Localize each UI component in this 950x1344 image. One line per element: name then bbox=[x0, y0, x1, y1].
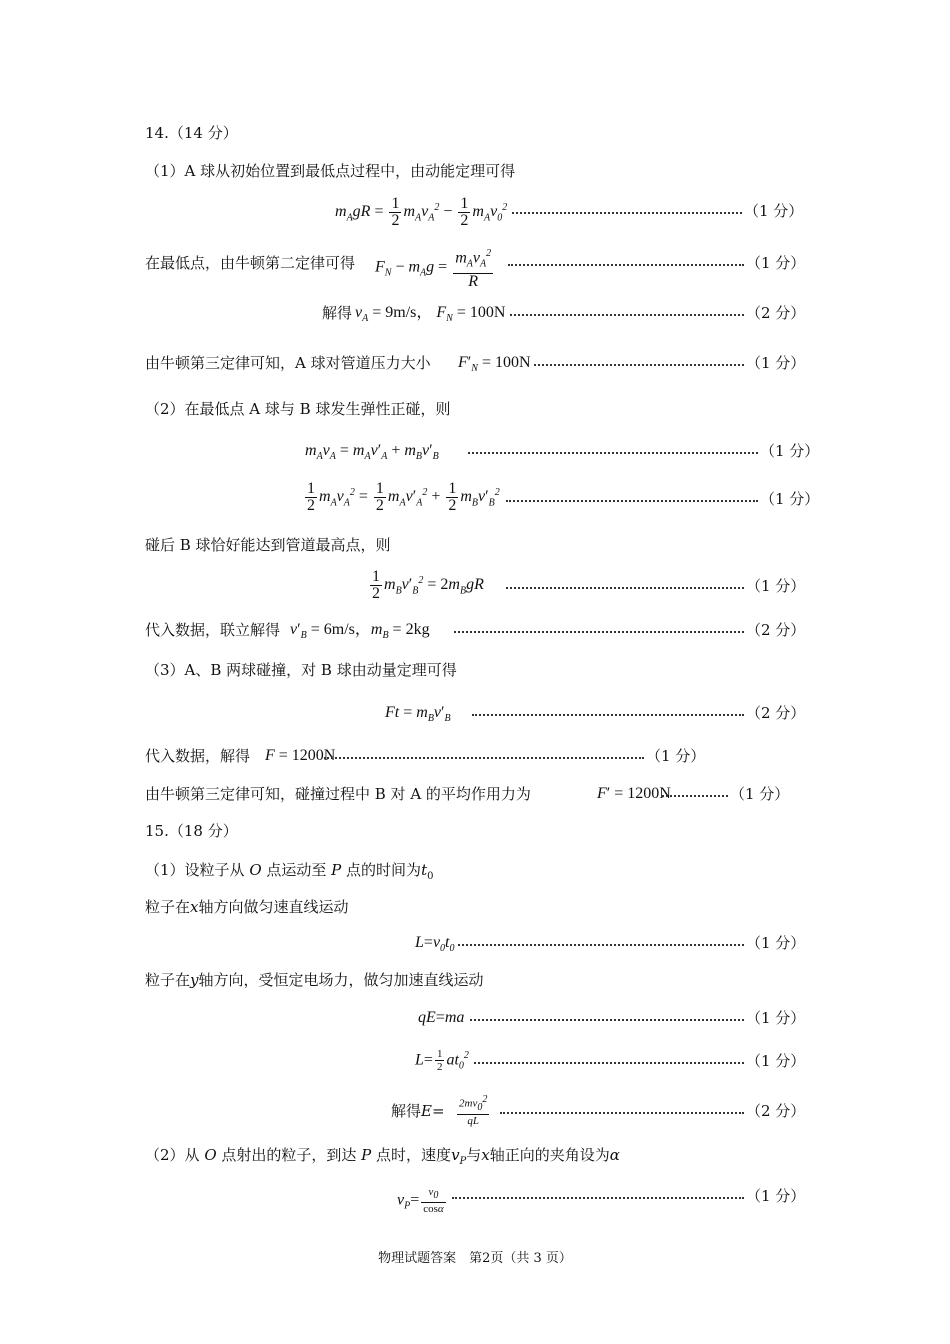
q14-header: 14.（14 分） bbox=[145, 124, 238, 142]
leader-dots bbox=[454, 629, 744, 633]
q14-eq-newton2: $F_N - m_Ag$ = $\frac{m_Av_A^2}{R}$ bbox=[375, 248, 492, 290]
leader-dots bbox=[474, 1060, 744, 1064]
q15-eq-field: $\frac{2mv_0^2}{qL}$ bbox=[459, 1094, 488, 1127]
q14-eq-reaction: F′ = 1200N bbox=[597, 785, 671, 802]
leader-dots bbox=[534, 362, 744, 366]
score-label: （1 分） bbox=[746, 354, 806, 372]
leader-dots bbox=[506, 585, 744, 589]
score-label: （1 分） bbox=[730, 785, 790, 803]
q14-eq-momentum: $m_Av_A = m_Av'_A + m_Bv'_B$ bbox=[305, 442, 439, 463]
q15-part2-intro: （2）从 O 点射出的粒子，到达 P 点时，速度$v_P$与x轴正向的夹角设为α bbox=[145, 1146, 620, 1167]
q15-eq-uniform: $L=v_0t_0$ bbox=[415, 934, 455, 955]
q14-eq-top-point: $\frac{1}{2}$ $m_Bv'_B^2 = 2m_BgR$ bbox=[372, 568, 484, 602]
score-label: （1 分） bbox=[744, 202, 804, 220]
q14-eq-energy-conservation: $\frac{1}{2}$ $m_Av_A^2$ = $\frac{1}{2}$ $m_Av'_A^2$ + $\frac{1}{2}$ $m_Bv'_B^2$ bbox=[307, 480, 500, 514]
leader-dots bbox=[506, 498, 758, 502]
q14-top-point-label: 碰后 B 球恰好能达到管道最高点，则 bbox=[145, 536, 391, 554]
q14-eq-result1: $v_A = 9m/s$， $F_N = 100N$ bbox=[355, 304, 506, 325]
score-label: （1 分） bbox=[746, 1009, 806, 1027]
score-label: （2 分） bbox=[746, 304, 806, 322]
leader-dots bbox=[508, 262, 744, 266]
q15-y-axis-line: 粒子在y轴方向，受恒定电场力，做匀加速直线运动 bbox=[145, 971, 484, 989]
q14-eq-result2: $v'_B = 6m/s$，$m_B = 2kg$ bbox=[290, 621, 430, 642]
leader-dots bbox=[512, 210, 742, 214]
q15-part1-intro: （1）设粒子从 O 点运动至 P 点的时间为$t_0$ bbox=[145, 861, 434, 882]
q14-eq-force: F = 1200N bbox=[265, 747, 336, 764]
q15-eq-force: qE=ma bbox=[418, 1009, 465, 1026]
score-label: （1 分） bbox=[760, 490, 820, 508]
page-footer: 物理试题答案 第2页（共 3 页） bbox=[378, 1251, 572, 1266]
leader-dots bbox=[472, 712, 744, 716]
q14-newton3b-label: 由牛顿第三定律可知，碰撞过程中 B 对 A 的平均作用力为 bbox=[145, 785, 531, 803]
score-label: （2 分） bbox=[746, 621, 806, 639]
leader-dots bbox=[470, 1017, 744, 1021]
q15-header: 15.（18 分） bbox=[145, 822, 238, 840]
leader-dots bbox=[452, 1195, 744, 1199]
q14-substitute-label: 代入数据，联立解得 bbox=[145, 621, 281, 639]
score-label: （1 分） bbox=[646, 747, 706, 765]
score-label: （1 分） bbox=[746, 1052, 806, 1070]
q14-part3-intro: （3）A、B 两球碰撞，对 B 球由动量定理可得 bbox=[145, 661, 457, 679]
score-label: （1 分） bbox=[746, 254, 806, 272]
score-label: （1 分） bbox=[746, 934, 806, 952]
leader-dots bbox=[510, 312, 744, 316]
q14-substitute2-label: 代入数据，解得 bbox=[145, 747, 251, 765]
q14-eq-energy: $m_AgR$ = $\frac{1}{2}$ $m_Av_A^2$ − $\frac{1}{2}$ $m_Av_0^2$ bbox=[335, 195, 508, 229]
leader-dots bbox=[468, 450, 758, 454]
q14-eq-pressure: $F'_N = 100N$ bbox=[458, 354, 531, 375]
q14-newton2-label: 在最低点，由牛顿第二定律可得 bbox=[145, 254, 356, 272]
leader-dots bbox=[500, 1110, 744, 1114]
q14-eq-impulse: $Ft = m_Bv'_B$ bbox=[385, 704, 451, 725]
score-label: （1 分） bbox=[746, 1187, 806, 1205]
q15-x-axis-line: 粒子在x轴方向做匀速直线运动 bbox=[145, 898, 349, 916]
score-label: （2 分） bbox=[746, 1102, 806, 1120]
score-label: （2 分） bbox=[746, 704, 806, 722]
leader-dots bbox=[662, 793, 728, 797]
q15-eq-displacement: L= $\frac{1}{2}$ $at_0^2$ bbox=[415, 1048, 469, 1074]
leader-dots bbox=[458, 942, 744, 946]
score-label: （1 分） bbox=[760, 442, 820, 460]
score-label: （1 分） bbox=[746, 577, 806, 595]
q14-newton3-label: 由牛顿第三定律可知，A 球对管道压力大小 bbox=[145, 354, 431, 372]
q14-part2-intro: （2）在最低点 A 球与 B 球发生弹性正碰，则 bbox=[145, 400, 451, 418]
leader-dots bbox=[324, 755, 644, 759]
q15-eq-velocity: $v_P=$ $\frac{v_0}{\cos\alpha}$ bbox=[397, 1186, 444, 1216]
q14-solve-label: 解得 bbox=[322, 304, 353, 322]
q14-part1-intro: （1）A 球从初始位置到最低点过程中，由动能定理可得 bbox=[145, 162, 516, 180]
q15-solve-label: 解得E= bbox=[391, 1102, 445, 1120]
